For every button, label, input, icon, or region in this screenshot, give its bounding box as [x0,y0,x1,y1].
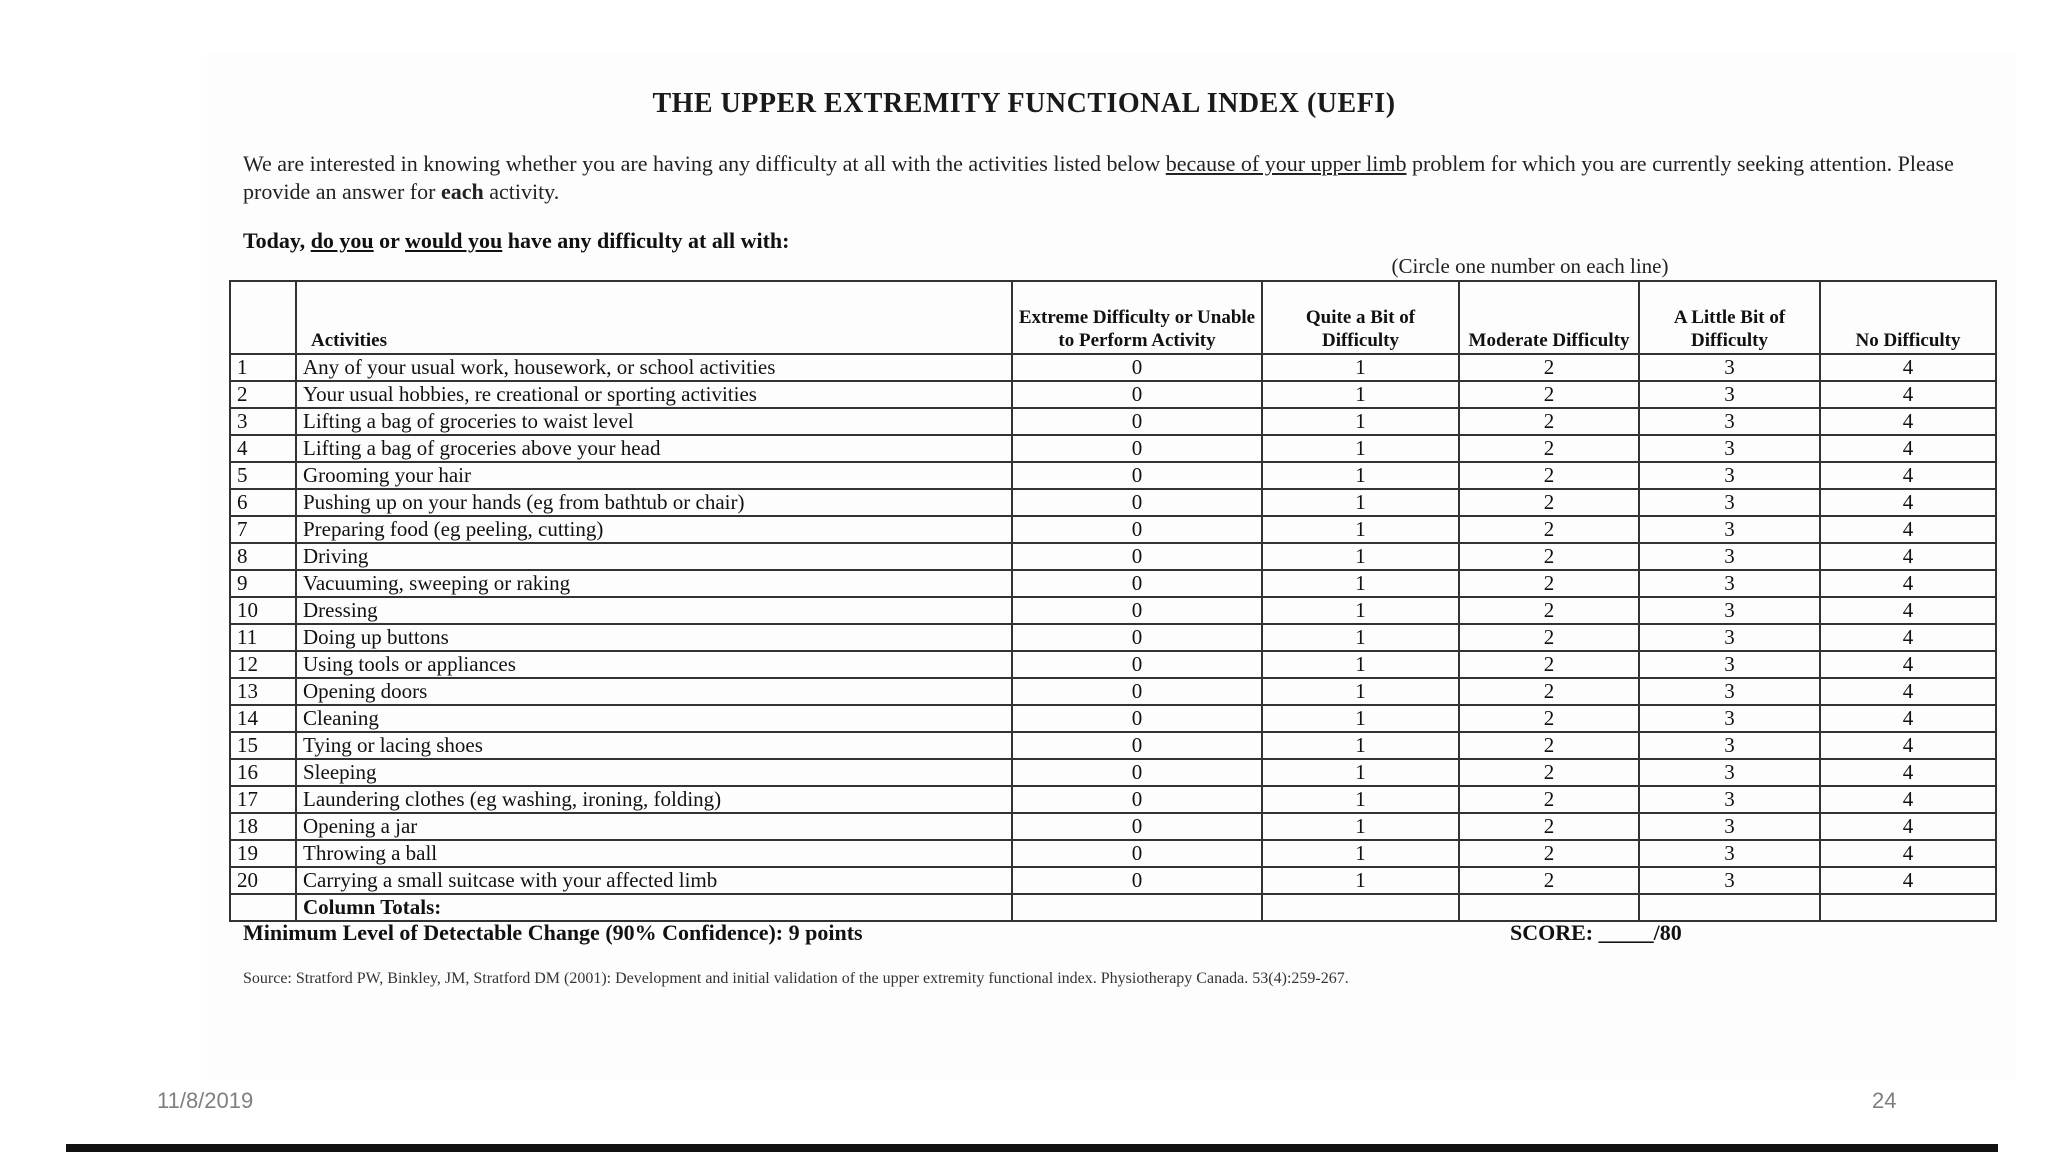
row-number: 17 [230,786,296,813]
instruction-text: (Circle one number on each line) [1391,254,1669,278]
rating-option-3[interactable]: 3 [1639,732,1820,759]
rating-option-4[interactable]: 4 [1820,705,1996,732]
rating-option-1[interactable]: 1 [1262,867,1459,894]
rating-option-0[interactable]: 0 [1012,516,1262,543]
question-or: or [373,228,406,253]
document-title: THE UPPER EXTREMITY FUNCTIONAL INDEX (UEFI) [652,88,1396,119]
activity-label: Using tools or appliances [296,651,1012,678]
rating-option-0[interactable]: 0 [1012,786,1262,813]
rating-option-3[interactable]: 3 [1639,462,1820,489]
rating-option-3[interactable]: 3 [1639,759,1820,786]
table-row [230,354,1996,381]
activity-label: Carrying a small suitcase with your affected limb [296,867,1012,894]
rating-option-1[interactable]: 1 [1262,759,1459,786]
activity-label: Cleaning [296,705,1012,732]
rating-option-2[interactable]: 2 [1459,381,1639,408]
rating-option-0[interactable]: 0 [1012,381,1262,408]
activity-label: Driving [296,543,1012,570]
rating-option-3[interactable]: 3 [1639,705,1820,732]
rating-option-3[interactable]: 3 [1639,516,1820,543]
row-number: 15 [230,732,296,759]
source-citation: Source: Stratford PW, Binkley, JM, Stratford DM (2001): Development and initial validation of the upper extremity functional index. Physiotherapy Canada. 53(4):259-267. [243,970,1349,987]
column-totals-row [230,894,1996,921]
activity-label: Preparing food (eg peeling, cutting) [296,516,1012,543]
rating-option-2[interactable]: 2 [1459,624,1639,651]
rating-option-0[interactable]: 0 [1012,597,1262,624]
rating-option-1[interactable]: 1 [1262,543,1459,570]
rating-option-1[interactable]: 1 [1262,705,1459,732]
rating-option-4[interactable]: 4 [1820,462,1996,489]
activity-label: Grooming your hair [296,462,1012,489]
intro-text-1: We are interested in knowing whether you are having any difficulty at all with the activities listed below [243,151,1166,176]
rating-option-0[interactable]: 0 [1012,462,1262,489]
row-number: 10 [230,597,296,624]
rating-option-4[interactable]: 4 [1820,354,1996,381]
rating-option-2[interactable]: 2 [1459,543,1639,570]
table-row [230,462,1996,489]
row-number: 5 [230,462,296,489]
table-row [230,489,1996,516]
rating-option-4[interactable]: 4 [1820,624,1996,651]
rating-option-4[interactable]: 4 [1820,435,1996,462]
header-extreme-difficulty: Extreme Difficulty or Unable to Perform Activity [1012,281,1262,354]
rating-option-2[interactable]: 2 [1459,435,1639,462]
question-heading [243,228,790,254]
rating-option-1[interactable]: 1 [1262,651,1459,678]
table-row [230,813,1996,840]
rating-option-4[interactable]: 4 [1820,489,1996,516]
table-row [230,408,1996,435]
row-number: 14 [230,705,296,732]
table-row [230,435,1996,462]
row-number: 6 [230,489,296,516]
rating-option-0[interactable]: 0 [1012,840,1262,867]
activity-label: Dressing [296,597,1012,624]
rating-option-0[interactable]: 0 [1012,813,1262,840]
rating-option-2[interactable]: 2 [1459,867,1639,894]
rating-option-4[interactable]: 4 [1820,813,1996,840]
rating-option-4[interactable]: 4 [1820,786,1996,813]
rating-option-0[interactable]: 0 [1012,867,1262,894]
rating-option-4[interactable]: 4 [1820,570,1996,597]
row-number: 11 [230,624,296,651]
rating-option-1[interactable]: 1 [1262,354,1459,381]
rating-option-0[interactable]: 0 [1012,354,1262,381]
table-row [230,678,1996,705]
activity-label: Lifting a bag of groceries above your head [296,435,1012,462]
rating-option-2[interactable]: 2 [1459,408,1639,435]
rating-option-1[interactable]: 1 [1262,786,1459,813]
question-suffix: have any difficulty at all with: [502,228,790,253]
table-row [230,867,1996,894]
rating-option-3[interactable]: 3 [1639,489,1820,516]
rating-option-3[interactable]: 3 [1639,624,1820,651]
rating-option-0[interactable]: 0 [1012,732,1262,759]
row-number: 1 [230,354,296,381]
rating-option-4[interactable]: 4 [1820,543,1996,570]
rating-option-3[interactable]: 3 [1639,678,1820,705]
rating-option-3[interactable]: 3 [1639,354,1820,381]
rating-option-3[interactable]: 3 [1639,381,1820,408]
table-row [230,381,1996,408]
rating-option-3[interactable]: 3 [1639,435,1820,462]
rating-option-2[interactable]: 2 [1459,354,1639,381]
row-number: 7 [230,516,296,543]
rating-option-2[interactable]: 2 [1459,570,1639,597]
header-quite-a-bit: Quite a Bit of Difficulty [1262,281,1459,354]
total-cell-1[interactable] [1262,894,1459,921]
activity-label: Lifting a bag of groceries to waist level [296,408,1012,435]
rating-option-1[interactable]: 1 [1262,435,1459,462]
rating-option-1[interactable]: 1 [1262,624,1459,651]
rating-option-4[interactable]: 4 [1820,840,1996,867]
rating-option-2[interactable]: 2 [1459,678,1639,705]
row-number: 16 [230,759,296,786]
column-totals-label: Column Totals: [296,894,1012,921]
table-row [230,651,1996,678]
rating-option-1[interactable]: 1 [1262,570,1459,597]
header-no-difficulty: No Difficulty [1820,281,1996,354]
rating-option-3[interactable]: 3 [1639,867,1820,894]
table-row [230,786,1996,813]
rating-option-1[interactable]: 1 [1262,813,1459,840]
activity-label: Your usual hobbies, re creational or sporting activities [296,381,1012,408]
rating-option-1[interactable]: 1 [1262,840,1459,867]
score-field[interactable]: SCORE: _____/80 [1510,920,1682,945]
intro-text-2: problem for which you are currently seeking attention. Please provide an answer for [243,151,1954,204]
activity-label: Opening a jar [296,813,1012,840]
rating-option-2[interactable]: 2 [1459,705,1639,732]
rating-option-1[interactable]: 1 [1262,489,1459,516]
uefi-table [229,280,1997,922]
rating-option-2[interactable]: 2 [1459,786,1639,813]
row-number: 4 [230,435,296,462]
header-activities: Activities [296,281,1012,354]
rating-option-3[interactable]: 3 [1639,840,1820,867]
activity-label: Any of your usual work, housework, or school activities [296,354,1012,381]
rating-option-2[interactable]: 2 [1459,732,1639,759]
rating-option-2[interactable]: 2 [1459,840,1639,867]
rating-option-0[interactable]: 0 [1012,678,1262,705]
table-body [230,354,1996,894]
rating-option-4[interactable]: 4 [1820,867,1996,894]
rating-option-2[interactable]: 2 [1459,489,1639,516]
rating-option-2[interactable]: 2 [1459,813,1639,840]
rating-option-0[interactable]: 0 [1012,651,1262,678]
rating-option-4[interactable]: 4 [1820,381,1996,408]
activity-label: Sleeping [296,759,1012,786]
rating-option-4[interactable]: 4 [1820,516,1996,543]
header-number [230,281,296,354]
rating-option-1[interactable]: 1 [1262,597,1459,624]
rating-option-0[interactable]: 0 [1012,759,1262,786]
rating-option-0[interactable]: 0 [1012,408,1262,435]
rating-option-1[interactable]: 1 [1262,516,1459,543]
table-row [230,516,1996,543]
table-row [230,732,1996,759]
rating-option-4[interactable]: 4 [1820,597,1996,624]
row-number: 8 [230,543,296,570]
rating-option-3[interactable]: 3 [1639,570,1820,597]
row-number: 13 [230,678,296,705]
intro-text-3: activity. [483,179,560,204]
table-row [230,543,1996,570]
totals-number-cell [230,894,296,921]
total-cell-4[interactable] [1820,894,1996,921]
rating-option-2[interactable]: 2 [1459,651,1639,678]
row-number: 3 [230,408,296,435]
rating-option-1[interactable]: 1 [1262,732,1459,759]
question-prefix: Today, [243,228,311,253]
rating-option-4[interactable]: 4 [1820,408,1996,435]
question-do-you: do you [310,228,374,253]
rating-option-2[interactable]: 2 [1459,462,1639,489]
row-number: 12 [230,651,296,678]
rating-option-0[interactable]: 0 [1012,705,1262,732]
rating-option-3[interactable]: 3 [1639,408,1820,435]
header-little-bit: A Little Bit of Difficulty [1639,281,1820,354]
rating-option-0[interactable]: 0 [1012,570,1262,597]
question-would-you: would you [405,228,503,253]
row-number: 2 [230,381,296,408]
activity-label: Doing up buttons [296,624,1012,651]
rating-option-0[interactable]: 0 [1012,489,1262,516]
rating-option-0[interactable]: 0 [1012,543,1262,570]
rating-option-1[interactable]: 1 [1262,408,1459,435]
activity-label: Pushing up on your hands (eg from bathtub or chair) [296,489,1012,516]
rating-option-2[interactable]: 2 [1459,759,1639,786]
header-moderate: Moderate Difficulty [1459,281,1639,354]
activity-label: Throwing a ball [296,840,1012,867]
rating-option-0[interactable]: 0 [1012,435,1262,462]
table-row [230,705,1996,732]
slide-number: 24 [1872,1088,1897,1113]
rating-option-2[interactable]: 2 [1459,516,1639,543]
intro-paragraph [243,150,2008,206]
rating-option-3[interactable]: 3 [1639,786,1820,813]
total-cell-0[interactable] [1012,894,1262,921]
activity-label: Tying or lacing shoes [296,732,1012,759]
activity-label: Opening doors [296,678,1012,705]
mldc-note: Minimum Level of Detectable Change (90% Confidence): 9 points [243,920,863,945]
rating-option-4[interactable]: 4 [1820,732,1996,759]
total-cell-2[interactable] [1459,894,1639,921]
rating-option-4[interactable]: 4 [1820,678,1996,705]
rating-option-1[interactable]: 1 [1262,381,1459,408]
table-row [230,570,1996,597]
rating-option-1[interactable]: 1 [1262,678,1459,705]
bottom-bar [66,1144,1998,1152]
row-number: 19 [230,840,296,867]
rating-option-4[interactable]: 4 [1820,759,1996,786]
row-number: 9 [230,570,296,597]
activity-label: Vacuuming, sweeping or raking [296,570,1012,597]
table-row [230,624,1996,651]
row-number: 18 [230,813,296,840]
rating-option-4[interactable]: 4 [1820,651,1996,678]
rating-option-3[interactable]: 3 [1639,651,1820,678]
intro-underlined: because of your upper limb [1165,151,1407,176]
table-row [230,759,1996,786]
rating-option-3[interactable]: 3 [1639,543,1820,570]
slide-date: 11/8/2019 [157,1088,254,1113]
row-number: 20 [230,867,296,894]
total-cell-3[interactable] [1639,894,1820,921]
intro-bold: each [440,179,484,204]
rating-option-2[interactable]: 2 [1459,597,1639,624]
rating-option-1[interactable]: 1 [1262,462,1459,489]
rating-option-3[interactable]: 3 [1639,813,1820,840]
table-row [230,840,1996,867]
table-header-row [230,281,1996,354]
rating-option-0[interactable]: 0 [1012,624,1262,651]
table-row [230,597,1996,624]
activity-label: Laundering clothes (eg washing, ironing, folding) [296,786,1012,813]
rating-option-3[interactable]: 3 [1639,597,1820,624]
